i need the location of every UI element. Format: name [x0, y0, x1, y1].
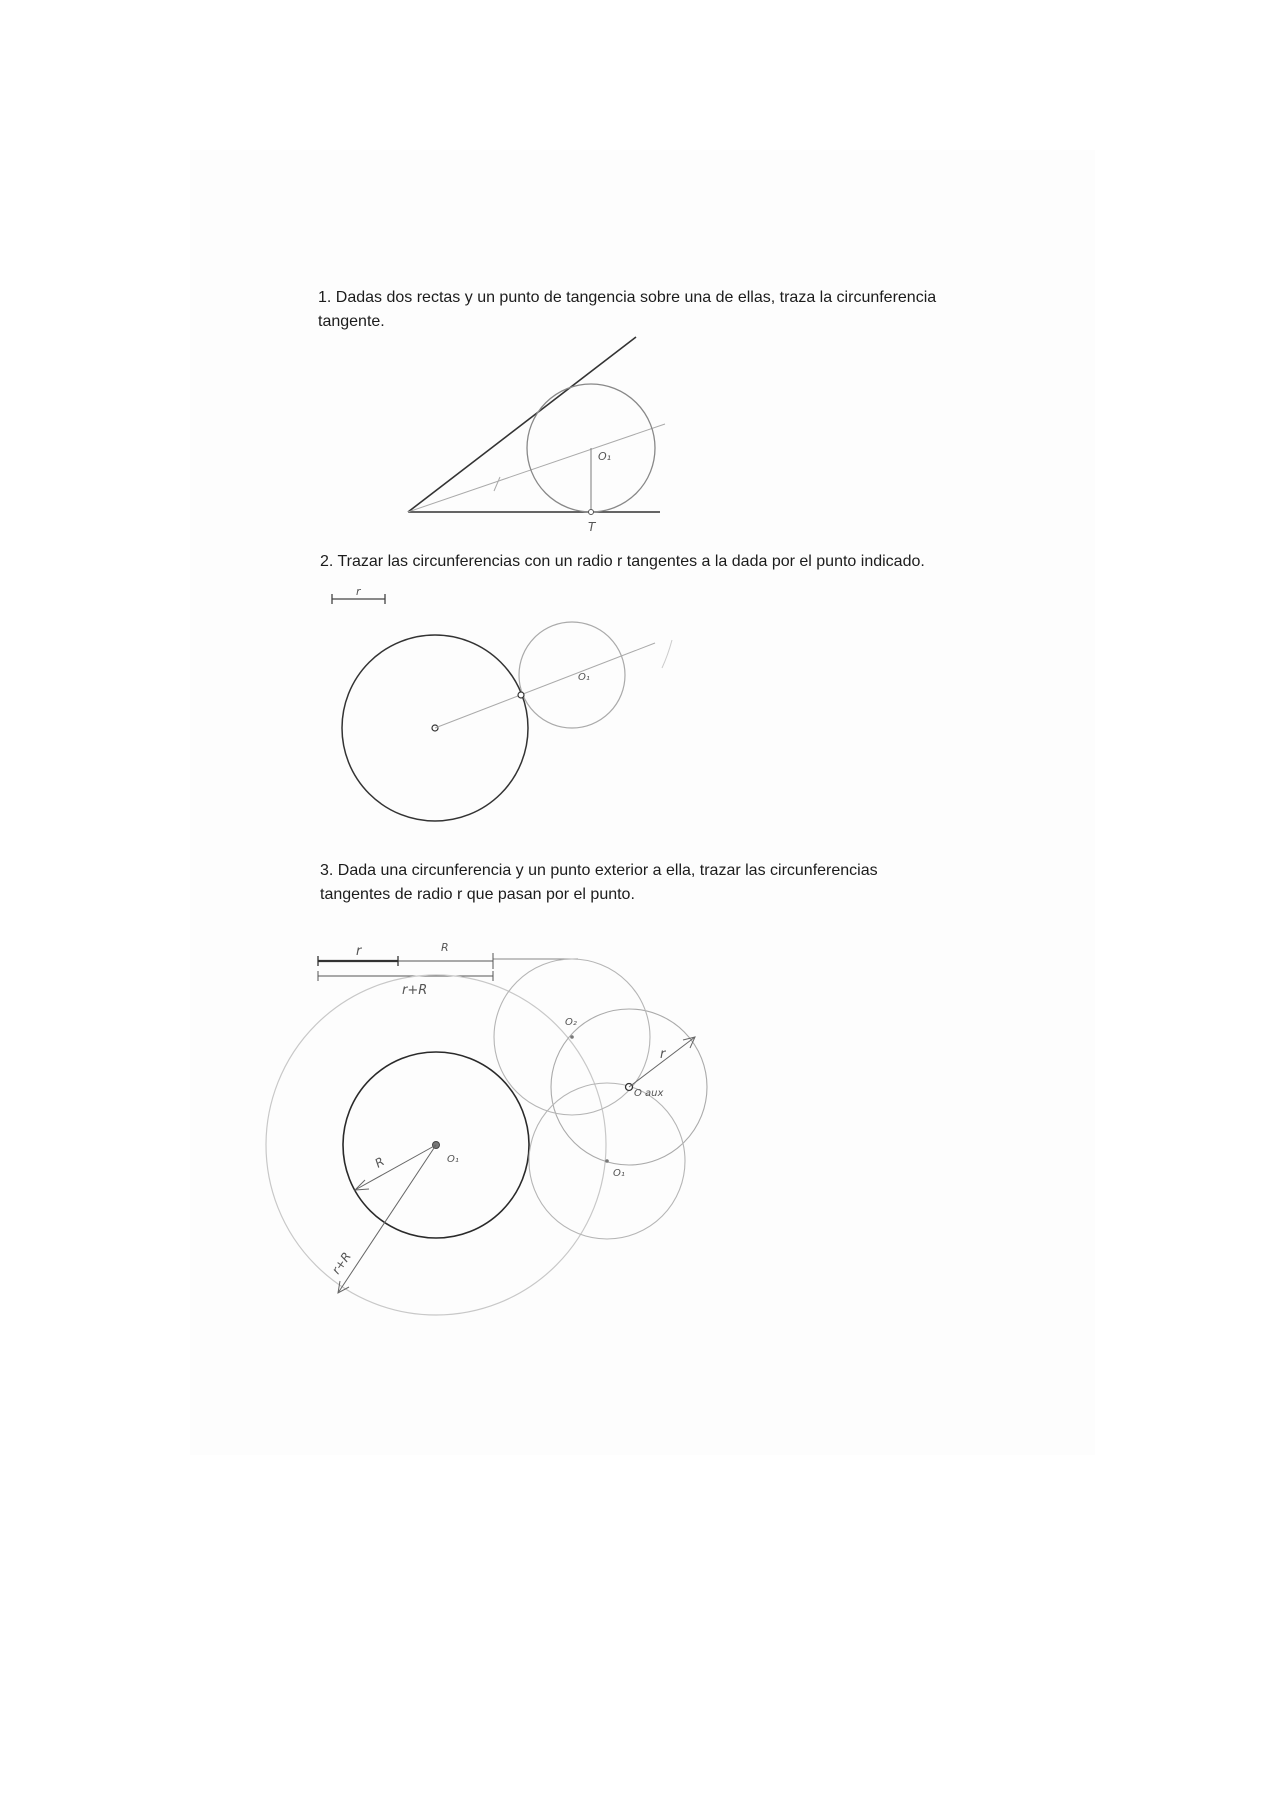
exercise-2-statement: 2. Trazar las circunferencias con un radio r tangentes a la dada por el punto indicado. — [320, 553, 925, 570]
radius-R-arrow — [355, 1145, 436, 1190]
label-given-center: O₁ — [447, 1154, 459, 1165]
center-o1-mark — [605, 1159, 609, 1163]
faint-arc-mark — [662, 640, 672, 668]
label-small-r: r — [356, 944, 362, 959]
label-radius-r: r — [356, 585, 361, 598]
label-solution-center-o2: O₂ — [565, 1017, 577, 1028]
exercise-2-drawing — [332, 585, 672, 821]
label-center-o1-ex2: O₁ — [578, 672, 590, 683]
label-radius-R-arrow: R — [372, 1154, 387, 1171]
tangency-point — [518, 692, 524, 698]
label-radius-r-arrow: r — [660, 1047, 666, 1062]
label-tangent-point: T — [588, 520, 596, 534]
tangent-point — [589, 510, 594, 515]
exercise-3-drawing — [266, 941, 707, 1315]
radius-R-arrowhead — [355, 1180, 369, 1190]
exercise-1-drawing — [408, 337, 665, 534]
center-o2-mark — [570, 1035, 574, 1039]
label-center-o1: O₁ — [598, 450, 612, 463]
label-solution-center-o1: O₁ — [613, 1168, 625, 1179]
exercise-1-statement: 1. Dadas dos rectas y un punto de tangencia sobre una de ellas, traza la circunferencia tangente. — [318, 289, 937, 330]
radius-r-arrow — [629, 1037, 695, 1087]
label-r-plus-R: r+R — [402, 983, 428, 998]
bisector-arc-mark — [494, 477, 500, 491]
radius-sum-arrow — [338, 1145, 436, 1293]
label-aux-point: O aux — [634, 1088, 664, 1099]
line-upper — [408, 337, 636, 512]
exercise-3-statement: 3. Dada una circunferencia y un punto exterior a ella, trazar las circunferencias tangentes de radio r que pasan por el punto. — [320, 862, 878, 903]
angle-bisector — [408, 424, 665, 512]
label-radius-sum-arrow: r+R — [328, 1249, 354, 1277]
label-big-R: R — [441, 941, 449, 954]
